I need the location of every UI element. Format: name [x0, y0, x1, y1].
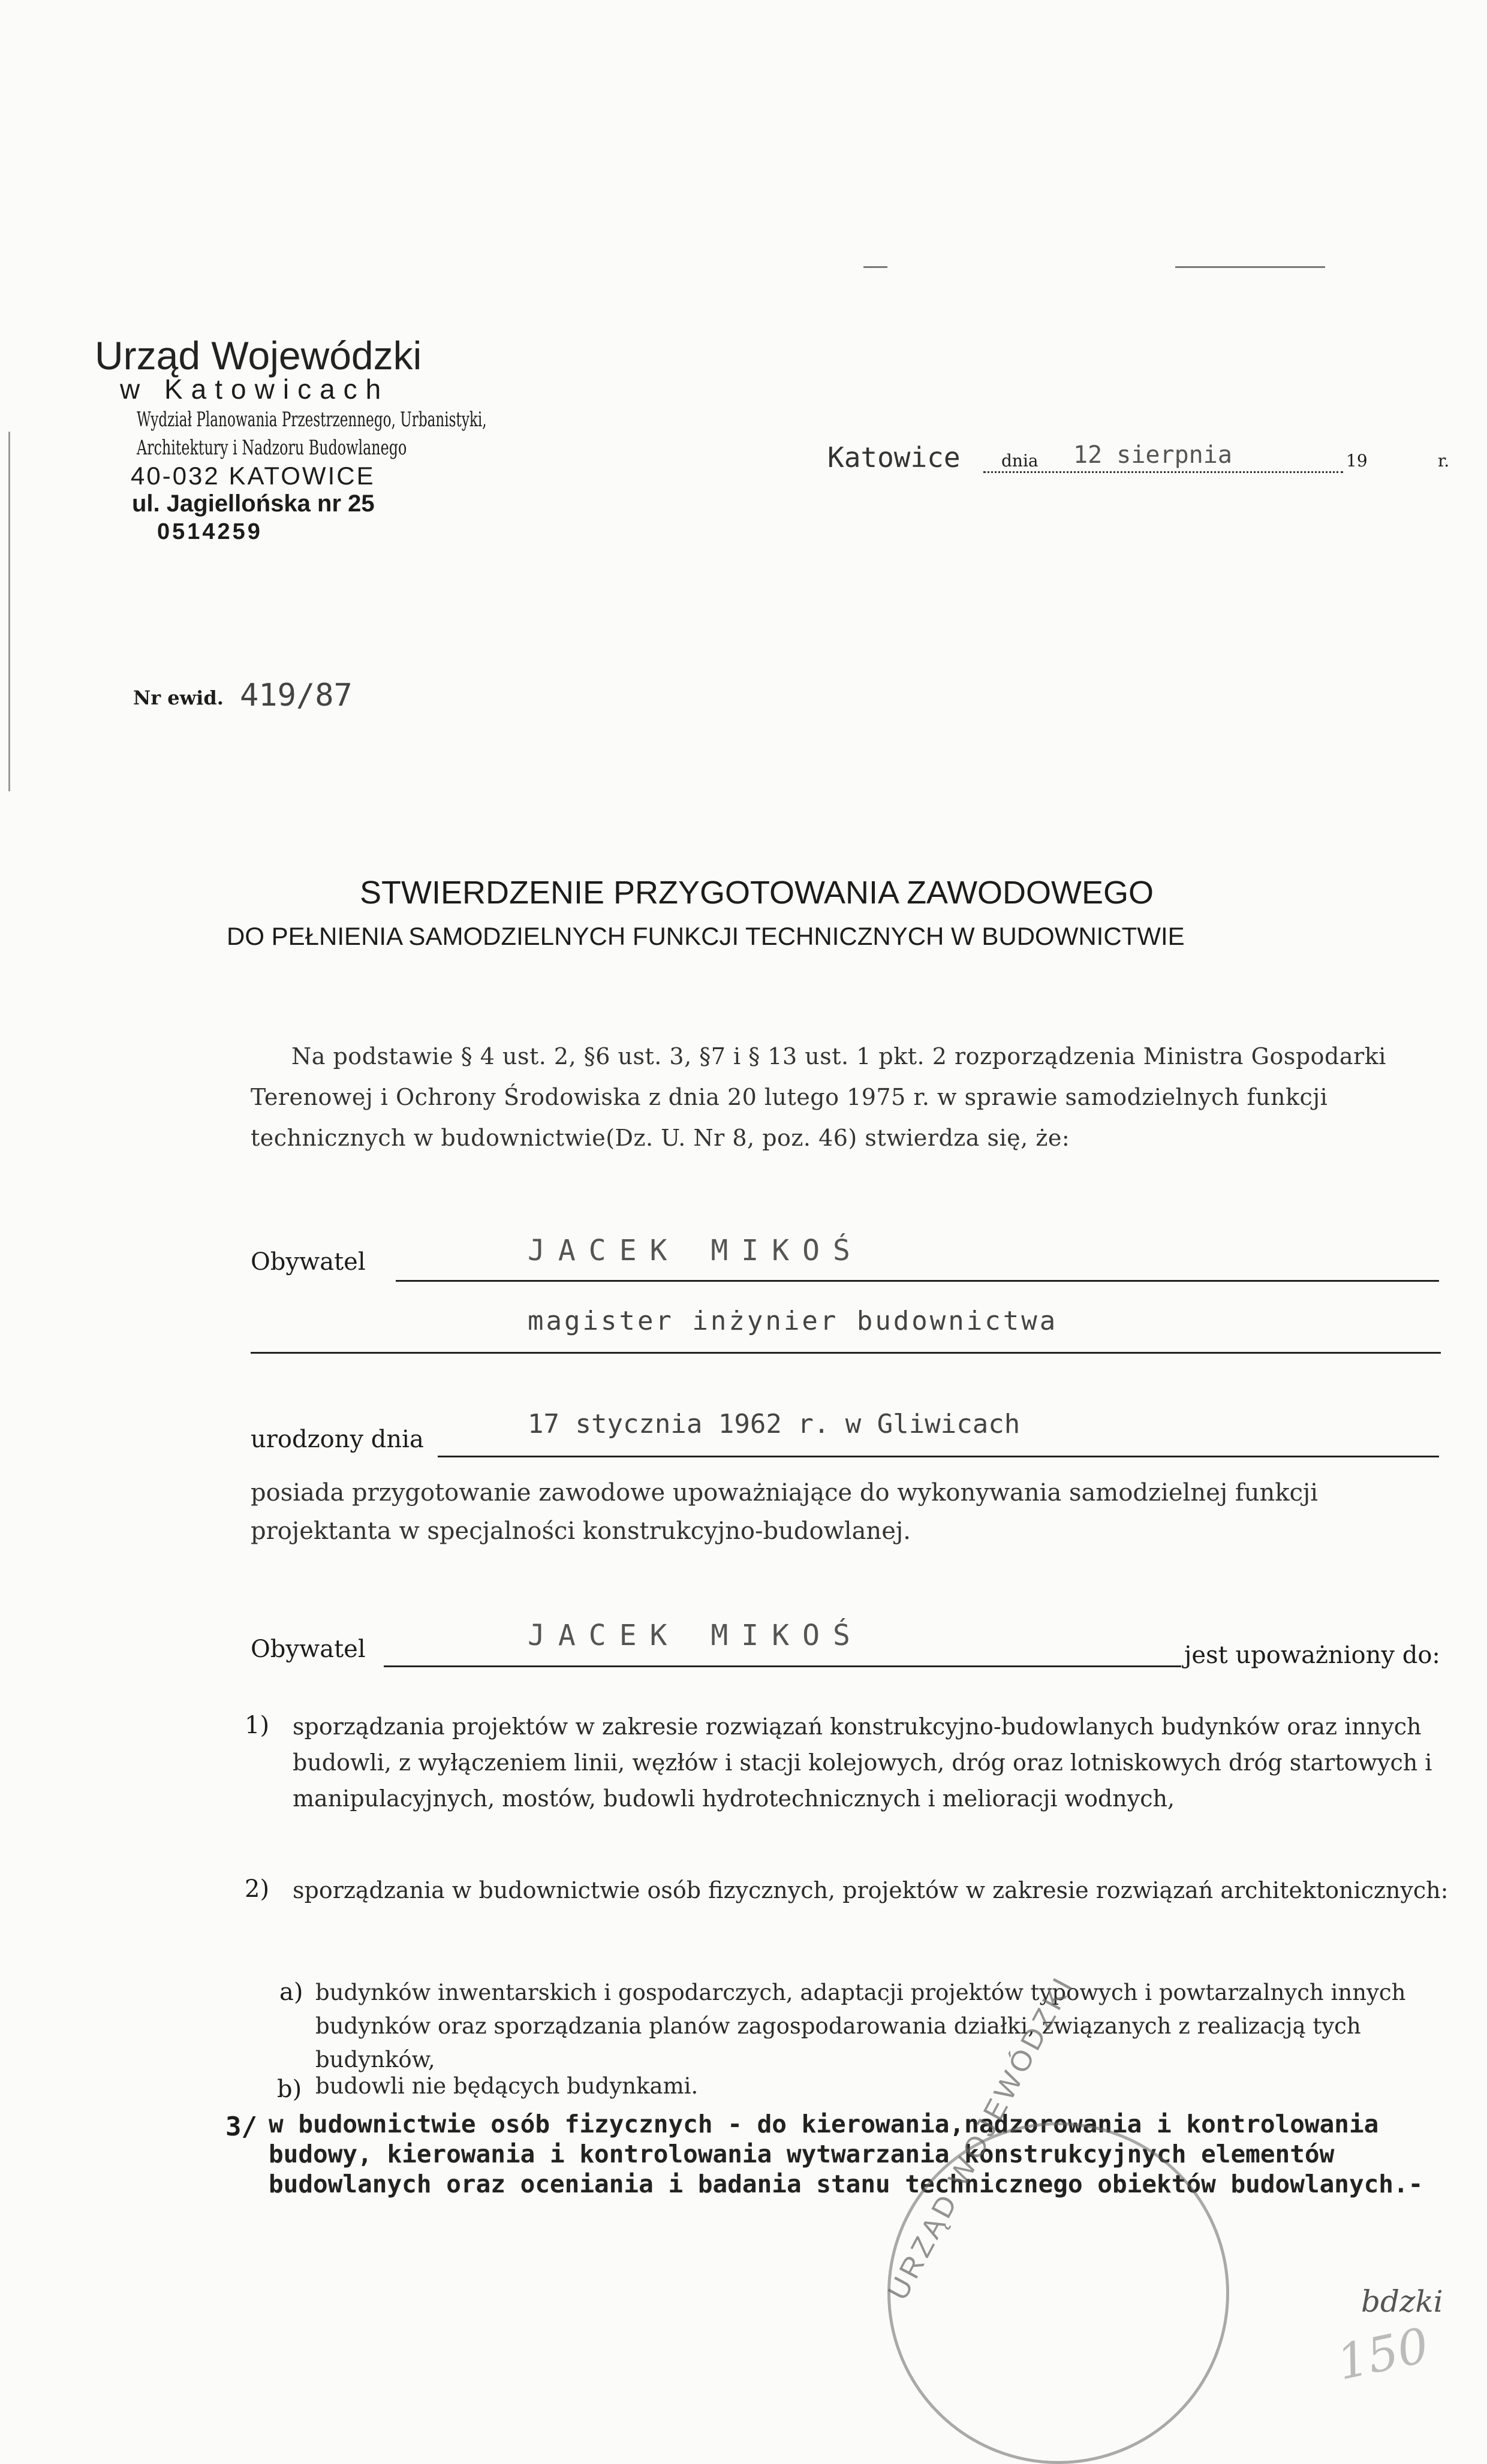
citizen-degree: magister inżynier budownictwa — [528, 1306, 1058, 1336]
registry-label: Nr ewid. — [133, 686, 224, 709]
issuer-street: ul. Jagiellońska nr 25 — [132, 490, 375, 517]
citizen-degree-line — [251, 1352, 1441, 1354]
issuer-code: 0514259 — [157, 519, 263, 544]
stamp-text: URZĄD WOJEWÓDZKI — [881, 1970, 1080, 2306]
item-2-text: sporządzania w budownictwie osób fizycznych, projektów w zakresie rozwiązań architektonicznych: — [293, 1877, 1449, 1903]
citizen-label: Obywatel — [251, 1248, 366, 1276]
date-value: 12 sierpnia — [1073, 441, 1232, 469]
year-prefix: 19 — [1346, 451, 1368, 471]
authorization-name-line — [384, 1665, 1181, 1667]
legal-basis-paragraph: Na podstawie § 4 ust. 2, §6 ust. 3, §7 i § 13 ust. 1 pkt. 2 rozporządzenia Ministra Gospodarki Terenowej i Ochrony Środowiska z dnia 20 lutego 1975 r. w sprawie samodzielnych funkcji technicznych w budownictwie(Dz. U. Nr 8, poz. 46) stwierdza się, że: — [251, 1043, 1386, 1151]
item-2a-text: budynków inwentarskich i gospodarczych, adaptacji projektów typowych i powtarzalnych innych budynków oraz sporządzania planów zagospodarowania działki, związanych z realizacją tych budynków, — [315, 1980, 1406, 2073]
page-number: 150 — [1332, 2317, 1434, 2391]
official-stamp — [887, 2122, 1229, 2464]
birth-label: urodzony dnia — [251, 1426, 424, 1453]
issuer-name: Urząd Wojewódzki — [95, 333, 422, 378]
issuer-city: w Katowicach — [120, 373, 390, 405]
birth-value: 17 stycznia 1962 r. w Gliwicach — [528, 1409, 1021, 1439]
scan-mark — [863, 266, 887, 268]
place: Katowice — [827, 441, 961, 474]
registry-number: 419/87 — [240, 677, 353, 713]
citizen-name: JACEK MIKOŚ — [528, 1234, 863, 1267]
item-2a-letter: a) — [279, 1978, 303, 2006]
birth-line — [438, 1456, 1439, 1457]
item-2b-letter: b) — [277, 2076, 302, 2103]
item-1-text: sporządzania projektów w zakresie rozwiązań konstrukcyjno-budowlanych budynków oraz innych budowli, z wyłączeniem linii, węzłów i stacji kolejowych, dróg oraz lotniskowych dróg startowych i manipulacyjnych, mostów, budowli hydrotechnicznych i melioracji wodnych, — [293, 1713, 1432, 1812]
year-suffix: r. — [1438, 451, 1450, 471]
citizen-name-line — [396, 1280, 1439, 1282]
issuer-department: Wydział Planowania Przestrzennego, Urbanistyki, — [137, 408, 487, 432]
document-title: STWIERDZENIE PRZYGOTOWANIA ZAWODOWEGO — [360, 875, 1154, 911]
item-1-number: 1) — [245, 1712, 270, 1739]
scan-edge-line — [8, 432, 10, 791]
item-2-number: 2) — [245, 1875, 270, 1903]
item-2b-text: budowli nie będących budynkami. — [315, 2073, 699, 2099]
authorization-suffix: jest upoważniony do: — [1184, 1641, 1440, 1669]
qualification-paragraph: posiada przygotowanie zawodowe upoważniające do wykonywania samodzielnej funkcji projektanta w specjalności konstrukcyjno-budowlanej. — [251, 1479, 1319, 1545]
item-3-number: 3/ — [225, 2111, 257, 2142]
scan-mark — [1175, 266, 1325, 268]
signature: bdzki — [1361, 2284, 1443, 2319]
authorization-name: JACEK MIKOŚ — [528, 1619, 863, 1652]
document-subtitle: DO PEŁNIENIA SAMODZIELNYCH FUNKCJI TECHNICZNYCH W BUDOWNICTWIE — [227, 922, 1185, 950]
date-dotted-line — [983, 471, 1343, 473]
authorization-label: Obywatel — [251, 1635, 366, 1663]
issuer-postcode: 40-032 KATOWICE — [131, 462, 375, 490]
issuer-department-2: Architektury i Nadzoru Budowlanego — [137, 436, 407, 460]
date-label: dnia — [1001, 451, 1039, 471]
item-3-text: w budownictwie osób fizycznych - do kierowania,nadzorowania i kontrolowania budowy, kierowania i kontrolowania wytwarzania konstrukcyjnych elementów budowlanych oraz oceniania i badania stanu technicznego obiektów budowlanych.- — [269, 2110, 1423, 2198]
